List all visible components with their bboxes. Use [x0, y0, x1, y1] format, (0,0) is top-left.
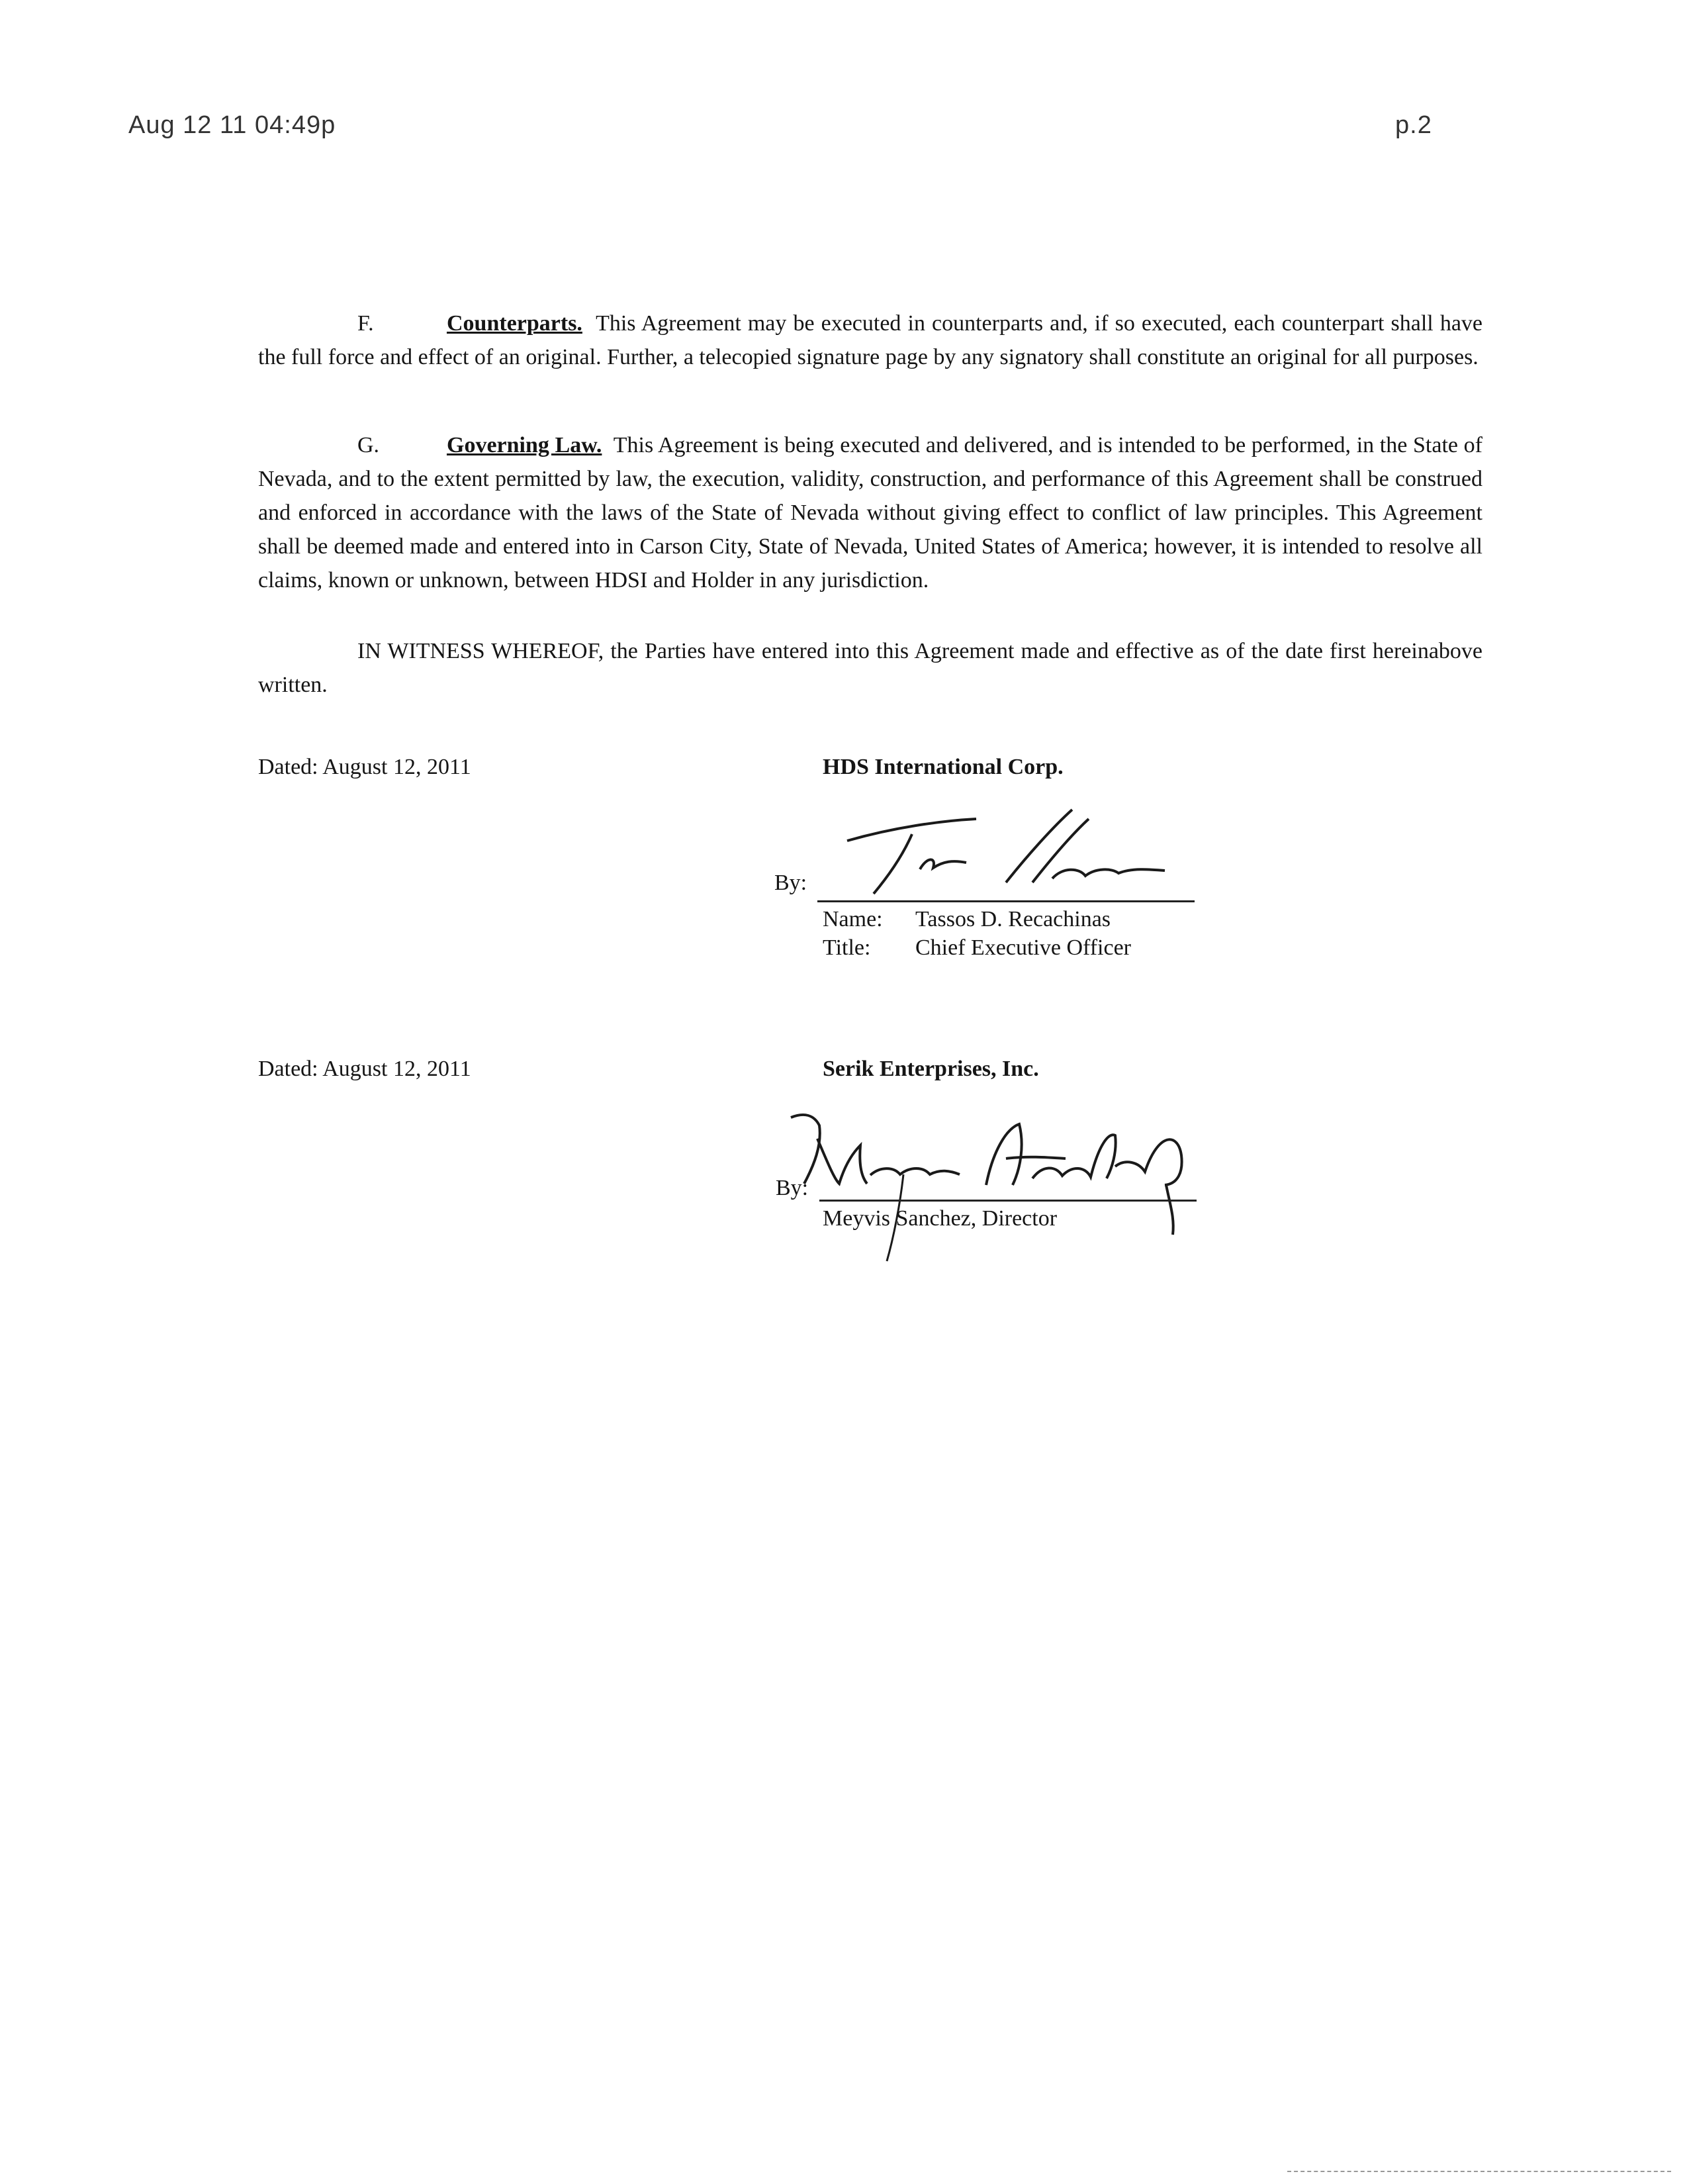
scan-artifact-line [1287, 2171, 1671, 2172]
signature-line [819, 1200, 1197, 1202]
section-text: This Agreement may be executed in counterparts and, if so executed, each counterpart shall have the full force and effect of an original. Further, a telecopied signature page by any signatory shall constitute an original for all purposes. [258, 311, 1483, 369]
company-name: Serik Enterprises, Inc. [823, 1057, 1039, 1081]
section-governing-law [258, 428, 1482, 597]
section-text: This Agreement is being executed and delivered, and is intended to be performed, in the State of Nevada, and to the extent permitted by law, the execution, validity, construction, and performance of this Agreement shall be construed and enforced in accordance with the laws of the State of Nevada without giving effect to conflict of law principles. This Agreement shall be deemed made and entered into in Carson City, State of Nevada, United States of America; however, it is intended to resolve all claims, known or unknown, between HDSI and Holder in any jurisdiction. [258, 433, 1482, 593]
section-heading: Governing Law. [447, 433, 602, 457]
fax-timestamp: Aug 12 11 04:49p [128, 111, 336, 139]
company-name: HDS International Corp. [823, 755, 1064, 779]
signature-line [817, 900, 1195, 902]
signatory-name: Tassos D. Recachinas [915, 907, 1111, 931]
dated-line: Dated: August 12, 2011 [258, 1057, 471, 1081]
dated-line: Dated: August 12, 2011 [258, 755, 471, 779]
signature-image [834, 804, 1205, 897]
section-letter: G. [357, 433, 380, 457]
section-heading: Counterparts. [447, 311, 582, 336]
signatory-name-title: Meyvis Sanchez, Director [823, 1206, 1058, 1231]
by-label: By: [774, 871, 807, 895]
section-counterparts [258, 307, 1482, 374]
title-label: Title: [823, 935, 871, 960]
name-label: Name: [823, 907, 883, 931]
fax-page-number: p.2 [1395, 111, 1432, 139]
signature-image [788, 1106, 1198, 1264]
witness-clause: IN WITNESS WHEREOF, the Parties have entered into this Agreement made and effective as of the date first hereinabove written. [258, 639, 1482, 697]
signatory-title: Chief Executive Officer [915, 935, 1132, 960]
by-label: By: [776, 1176, 809, 1200]
section-letter: F. [357, 311, 374, 336]
